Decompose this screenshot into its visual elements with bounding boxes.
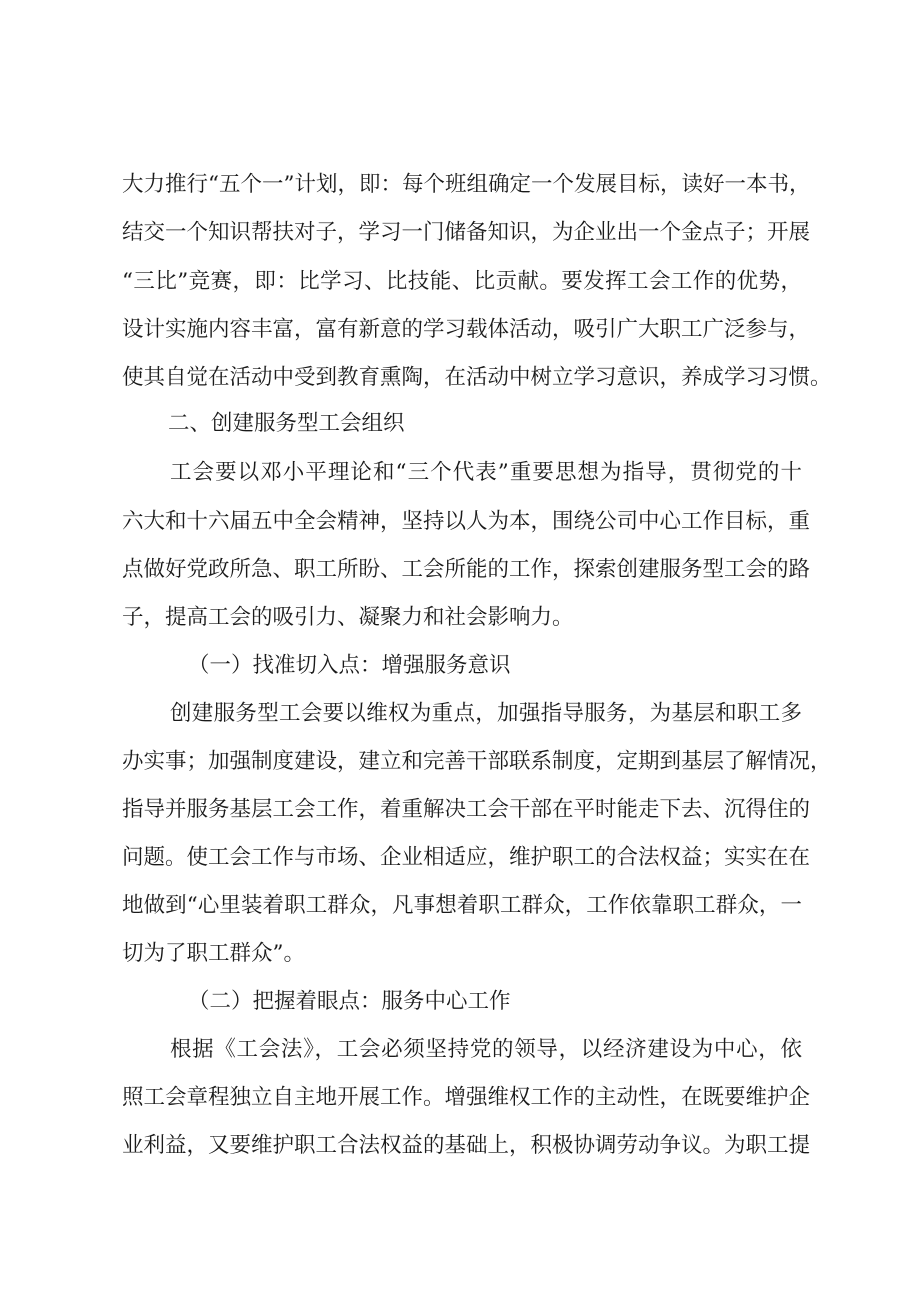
paragraph-line: 切为了职工群众”。 [122, 941, 305, 966]
paragraph-line: 办实事；加强制度建设，建立和完善干部联系制度，定期到基层了解情况， [122, 749, 832, 774]
paragraph-line: 使其自觉在活动中受到教育熏陶，在活动中树立学习意识，养成学习习惯。 [122, 365, 832, 390]
paragraph-line: 根据《工会法》，工会必须坚持党的领导，以经济建设为中心，依 [170, 1037, 802, 1062]
section-heading: 二、创建服务型工会组织 [168, 411, 405, 436]
paragraph-line: 工会要以邓小平理论和“三个代表”重要思想为指导，贯彻党的十 [170, 460, 802, 485]
paragraph-line: 照工会章程独立自主地开展工作。增强维权工作的主动性，在既要维护企 [122, 1085, 811, 1110]
paragraph-line: 创建服务型工会要以维权为重点，加强指导服务，为基层和职工多 [170, 701, 802, 726]
paragraph-line: 子，提高工会的吸引力、凝聚力和社会影响力。 [122, 605, 574, 630]
paragraph-line: 设计实施内容丰富，富有新意的学习载体活动，吸引广大职工广泛参与， [122, 317, 811, 342]
paragraph-line: 点做好党政所急、职工所盼、工会所能的工作，探索创建服务型工会的路 [122, 557, 811, 582]
paragraph-line: “三比”竞赛，即：比学习、比技能、比贡献。要发挥工会工作的优势， [122, 269, 802, 294]
paragraph-line: 六大和十六届五中全会精神，坚持以人为本，围绕公司中心工作目标，重 [122, 509, 811, 534]
paragraph-line: 结交一个知识帮扶对子，学习一门储备知识，为企业出一个金点子；开展 [122, 220, 811, 245]
paragraph-line: 问题。使工会工作与市场、企业相适应，维护职工的合法权益；实实在在 [122, 845, 811, 870]
paragraph-line: 业利益，又要维护职工合法权益的基础上，积极协调劳动争议。为职工提 [122, 1133, 811, 1158]
paragraph-line: 地做到“心里装着职工群众，凡事想着职工群众，工作依靠职工群众，一 [122, 893, 802, 918]
paragraph-line: 指导并服务基层工会工作，着重解决工会干部在平时能走下去、沉得住的 [122, 797, 811, 822]
subsection-heading: （一）找准切入点：增强服务意识 [188, 653, 511, 678]
subsection-heading: （二）把握着眼点：服务中心工作 [188, 989, 511, 1014]
paragraph-line: 大力推行“五个一”计划，即：每个班组确定一个发展目标，读好一本书， [122, 172, 811, 197]
